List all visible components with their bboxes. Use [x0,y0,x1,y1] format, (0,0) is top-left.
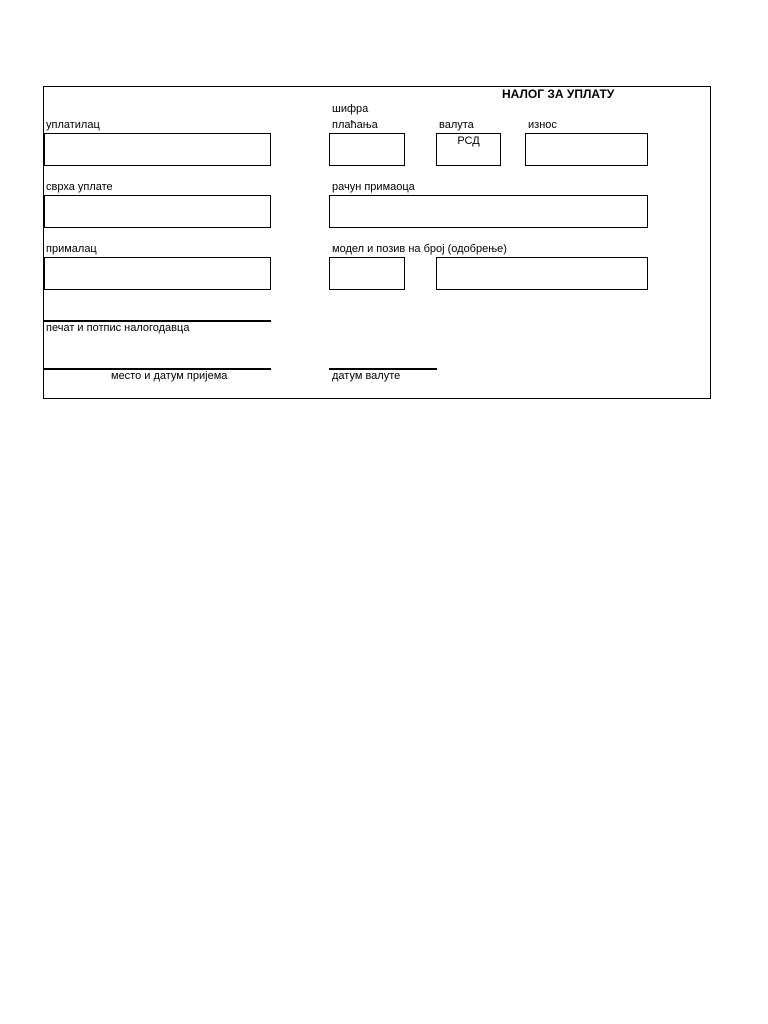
form-title: НАЛОГ ЗА УПЛАТУ [502,87,615,101]
currency-field[interactable]: РСД [436,133,501,166]
place-date-label: место и датум пријема [111,370,228,382]
model-field[interactable] [329,257,405,290]
payment-code-label-line2: плаћања [332,119,378,131]
model-reference-label: модел и позив на број (одобрење) [332,243,507,255]
purpose-field[interactable] [44,195,271,228]
amount-label: износ [528,119,557,131]
recipient-account-label: рачун примаоца [332,181,415,193]
payment-order-form [43,86,711,399]
recipient-label: прималац [46,243,97,255]
currency-label: валута [439,119,474,131]
value-date-label: датум валуте [332,370,401,382]
reference-number-field[interactable] [436,257,648,290]
recipient-account-field[interactable] [329,195,648,228]
amount-field[interactable] [525,133,648,166]
payer-field[interactable] [44,133,271,166]
payer-signature-label: печат и потпис налогодавца [46,322,190,334]
payment-code-label-line1: шифра [332,103,369,115]
payer-label: уплатилац [46,119,100,131]
recipient-field[interactable] [44,257,271,290]
payment-code-field[interactable] [329,133,405,166]
purpose-label: сврха уплате [46,181,113,193]
